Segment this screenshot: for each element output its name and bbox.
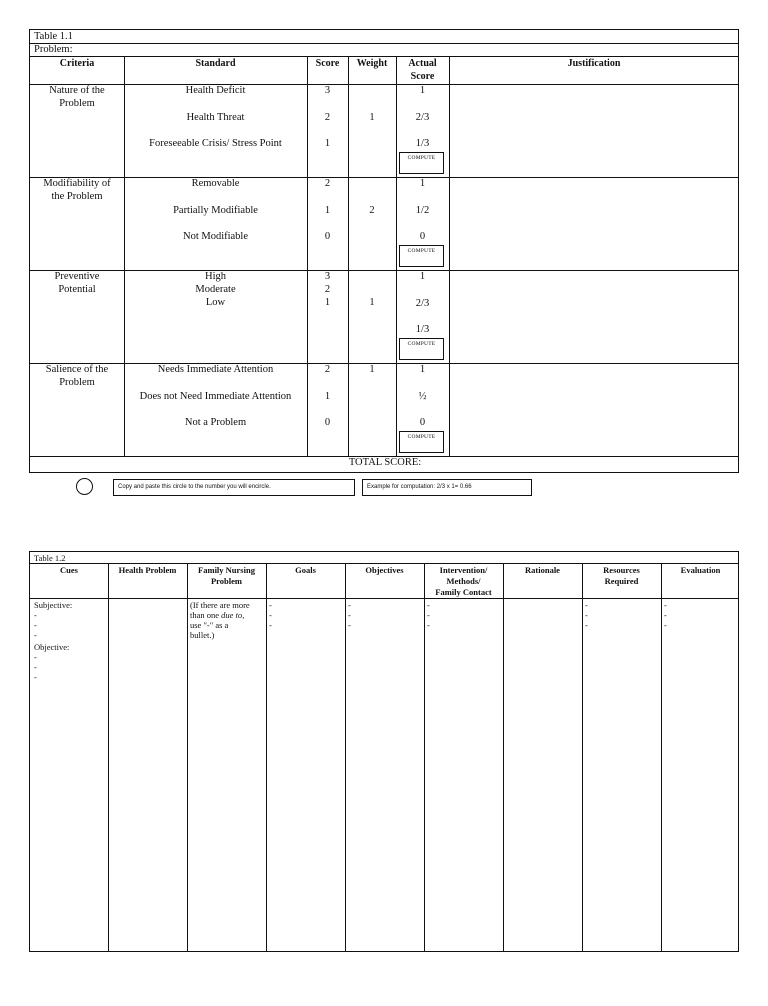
weight-value: 2 [369,205,375,216]
standard-partially-modifiable: Partially Modifiable [173,205,258,216]
bullet: - [348,620,351,630]
subjective-label: Subjective: [34,600,73,610]
actual-score-value: ½ [418,391,427,402]
bullet: - [348,610,351,620]
criteria-modifiability-2: the Problem [51,191,103,202]
score-value: 3 [324,85,331,96]
header-goals: Goals [295,565,316,575]
standard-health-threat: Health Threat [186,112,245,123]
header-objectives: Objectives [365,565,404,575]
actual-score-value: 2/3 [415,112,430,123]
bullet: - [269,610,272,620]
score-value: 1 [324,138,331,149]
bullet: - [34,672,37,682]
bullet: - [427,610,430,620]
header-evaluation: Evaluation [680,565,721,575]
header-fnp-2: Problem [210,576,242,586]
compute-box[interactable]: COMPUTE [399,152,444,174]
actual-score-value: 1/3 [415,138,430,149]
compute-box[interactable]: COMPUTE [399,338,444,360]
table-caption: Table 1.1 [34,31,73,42]
criteria-salience-2: Problem [59,377,95,388]
criteria-modifiability-1: Modifiability of [43,178,111,189]
header-weight: Weight [356,58,388,69]
score-value: 1 [324,205,331,216]
header-standard: Standard [195,58,236,69]
bullet: - [269,600,272,610]
fnp-note-line4: bullet.) [190,630,215,640]
bullet: - [427,620,430,630]
bullet: - [585,600,588,610]
bullet: - [348,600,351,610]
actual-score-value: 1 [419,364,426,375]
compute-box[interactable]: COMPUTE [399,431,444,453]
score-value: 3 [324,271,331,282]
bullet: - [664,620,667,630]
bullet: - [664,600,667,610]
header-criteria: Criteria [59,58,95,69]
weight-value: 1 [369,112,375,123]
fnp-note-line1: (If there are more [190,600,250,610]
standard-foreseeable-crisis: Foreseeable Crisis/ Stress Point [149,138,282,149]
header-cues: Cues [60,565,78,575]
table-caption: Table 1.2 [34,553,66,563]
standard-health-deficit: Health Deficit [185,85,246,96]
problem-label: Problem: [34,44,73,55]
bullet: - [664,610,667,620]
fnp-note-line2: than one due to, [190,610,245,620]
standard-not-modifiable: Not Modifiable [182,231,249,242]
criteria-salience-1: Salience of the [45,364,109,375]
actual-score-value: 1/2 [415,205,430,216]
score-value: 2 [324,178,331,189]
actual-score-value: 1/3 [415,324,430,335]
criteria-preventive-2: Potential [58,284,96,295]
weight-value: 1 [369,364,375,375]
header-actual-score-1: Actual [408,58,437,69]
actual-score-value: 0 [419,417,426,428]
header-health-problem: Health Problem [118,565,177,575]
header-intervention-1: Intervention/ [439,565,488,575]
computation-example-note: Example for computation: 2/3 x 1= 0.66 [362,479,532,496]
priority-scoring-table [29,29,739,473]
bullet: - [269,620,272,630]
header-resources-2: Required [604,576,639,586]
circle-instruction-note: Copy and paste this circle to the number you will encircle. [113,479,355,496]
actual-score-value: 1 [419,271,426,282]
total-score-label: TOTAL SCORE: [348,457,422,468]
header-intervention-3: Family Contact [435,587,492,597]
bullet: - [585,620,588,630]
header-resources-1: Resources [603,565,640,575]
standard-needs-immediate: Needs Immediate Attention [157,364,274,375]
header-intervention-2: Methods/ [446,576,481,586]
criteria-preventive-1: Preventive [54,271,100,282]
score-value: 1 [324,391,331,402]
standard-removable: Removable [191,178,240,189]
bullet: - [34,630,37,640]
header-score: Score [315,58,340,69]
standard-low: Low [205,297,226,308]
actual-score-value: 1 [419,85,426,96]
header-fnp-1: Family Nursing [198,565,255,575]
objective-label: Objective: [34,642,70,652]
header-rationale: Rationale [525,565,560,575]
bullet: - [34,652,37,662]
score-value: 2 [324,284,331,295]
weight-value: 1 [369,297,375,308]
nursing-care-plan-table [29,551,739,952]
score-value: 2 [324,112,331,123]
encircle-circle-shape[interactable] [76,478,93,495]
score-value: 1 [324,297,331,308]
bullet: - [427,600,430,610]
score-value: 0 [324,417,331,428]
score-value: 2 [324,364,331,375]
standard-not-immediate: Does not Need Immediate Attention [139,391,292,402]
bullet: - [34,662,37,672]
standard-not-a-problem: Not a Problem [184,417,247,428]
fnp-note-line3: use "-" as a [190,620,229,630]
standard-high: High [205,271,226,282]
actual-score-value: 1 [419,178,426,189]
actual-score-value: 2/3 [415,298,430,309]
score-value: 0 [324,231,331,242]
actual-score-value: 0 [419,231,426,242]
header-justification: Justification [567,58,621,69]
bullet: - [585,610,588,620]
bullet: - [34,620,37,630]
criteria-nature-2: Problem [59,98,95,109]
header-actual-score-2: Score [410,71,435,82]
standard-moderate: Moderate [195,284,236,295]
criteria-nature-1: Nature of the [49,85,105,96]
bullet: - [34,610,37,620]
compute-box[interactable]: COMPUTE [399,245,444,267]
